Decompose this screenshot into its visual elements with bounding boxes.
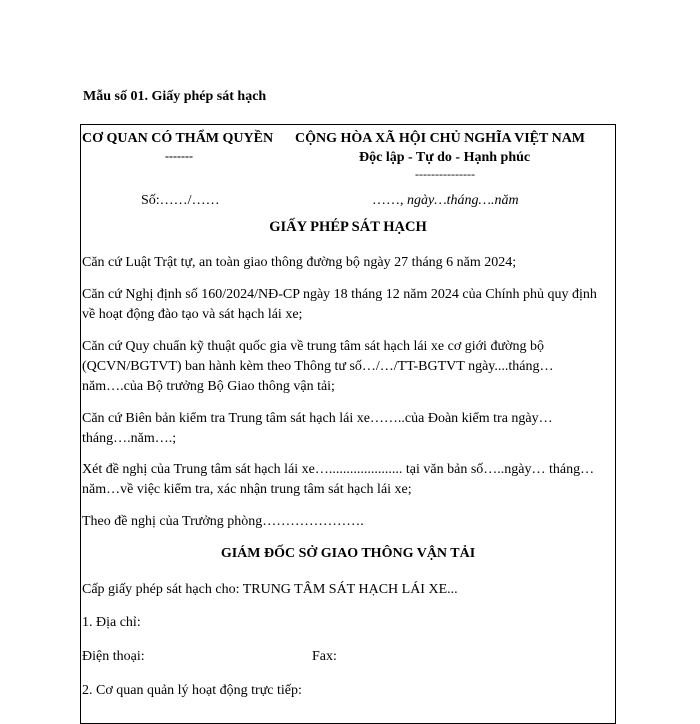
legal-basis-1: Căn cứ Luật Trật tự, an toàn giao thông đường bộ ngày 27 tháng 6 năm 2024; <box>82 255 517 270</box>
national-motto: Độc lập - Tự do - Hạnh phúc <box>359 150 531 165</box>
department-proposal: Theo đề nghị của Trưởng phòng…………………. <box>82 514 364 529</box>
form-number-label: Mẫu số 01. Giấy phép sát hạch <box>83 89 267 104</box>
country-name: CỘNG HÒA XÃ HỘI CHỦ NGHĨA VIỆT NAM <box>295 131 586 146</box>
proposal-paragraph: Xét đề nghị của Trung tâm sát hạch lái xe…..................... tại văn bản số…..ngày… tháng… năm…về việc kiểm tra, xác nhận trung tâm sát hạch lái xe; <box>82 462 595 497</box>
address-field-label: 1. Địa chỉ: <box>82 615 141 630</box>
date-place: ……, <box>372 193 404 208</box>
managing-agency-field-label: 2. Cơ quan quản lý hoạt động trực tiếp: <box>82 683 302 698</box>
authority-title: GIÁM ĐỐC SỞ GIAO THÔNG VẬN TẢI <box>220 546 476 561</box>
motto-rule: --------------- <box>415 167 475 181</box>
date-text: ngày…tháng….năm <box>403 193 519 208</box>
date-line <box>372 193 519 209</box>
grant-statement: Cấp giấy phép sát hạch cho: TRUNG TÂM SÁT HẠCH LÁI XE... <box>82 582 458 597</box>
phone-field-label: Điện thoại: <box>82 649 145 664</box>
legal-basis-4: Căn cứ Biên bản kiểm tra Trung tâm sát hạch lái xe……..của Đoàn kiểm tra ngày… tháng….năm….; <box>82 411 553 446</box>
document-number: Số:……/…… <box>141 193 220 208</box>
document-title: GIẤY PHÉP SÁT HẠCH <box>269 219 427 235</box>
agency-name: CƠ QUAN CÓ THẨM QUYỀN <box>82 131 274 146</box>
legal-basis-3: Căn cứ Quy chuẩn kỹ thuật quốc gia về trung tâm sát hạch lái xe cơ giới đường bộ (QCVN/BGTVT) ban hành kèm theo Thông tư số…/…/TT-BGTVT ngày....tháng… năm….của Bộ trưởng Bộ Giao thông vận tải; <box>82 339 554 394</box>
legal-basis-2: Căn cứ Nghị định số 160/2024/NĐ-CP ngày 18 tháng 12 năm 2024 của Chính phủ quy định về hoạt động đào tạo và sát hạch lái xe; <box>82 287 597 322</box>
agency-rule: ------- <box>165 149 193 163</box>
fax-field-label: Fax: <box>312 649 337 664</box>
